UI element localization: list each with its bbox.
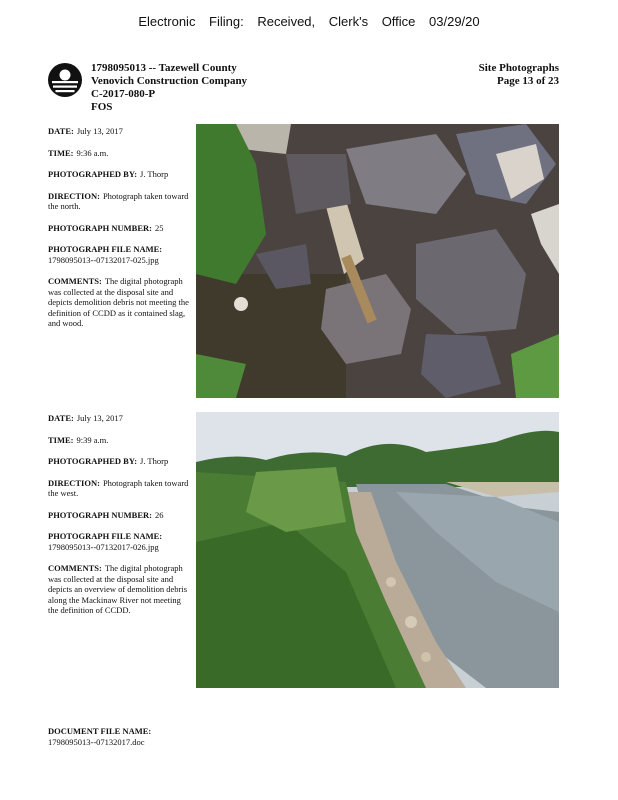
photographer: J. Thorp	[140, 169, 169, 179]
photographed-by-label: PHOTOGRAPHED BY:	[48, 456, 138, 466]
header-fos: FOS	[91, 101, 113, 113]
photograph-file-name-label: PHOTOGRAPH FILE NAME:	[48, 244, 163, 254]
photo-file-name: 1798095013--07132017-025.jpg	[48, 254, 159, 265]
header-right	[479, 62, 559, 88]
photo-1-metadata	[48, 126, 190, 340]
comments-label: COMMENTS:	[48, 563, 102, 573]
photo-file-name: 1798095013--07132017-026.jpg	[48, 541, 159, 552]
photo-comments: The digital photograph was collected at the disposal site and depicts demolition debris not meeting the definition of CCDD as it contained slag, and wood.	[48, 276, 189, 328]
time-label: TIME:	[48, 434, 74, 445]
photo-time: 9:36 a.m.	[76, 147, 109, 158]
document-file-name: 1798095013--07132017.doc	[48, 736, 145, 747]
header-page-number: Page 13 of 23	[496, 75, 559, 87]
time-label: TIME:	[48, 147, 74, 158]
photo-date: July 13, 2017	[76, 126, 123, 136]
photographer: J. Thorp	[140, 456, 169, 466]
comments-label: COMMENTS:	[48, 276, 102, 286]
header-case-number: C-2017-080-P	[91, 88, 156, 100]
header-site-id: 1798095013 -- Tazewell County	[91, 62, 237, 74]
photo-comments: The digital photograph was collected at the disposal site and depicts an overview of demolition debris along the Mackinaw River not meeting the definition of CCDD.	[48, 563, 188, 615]
photo-direction: Photograph taken toward the west.	[48, 477, 189, 498]
document-file-name-block	[48, 726, 151, 747]
document-file-name-label: DOCUMENT FILE NAME:	[48, 726, 152, 736]
header-section-title: Site Photographs	[478, 62, 559, 74]
photo-1-debris	[196, 124, 559, 398]
photo-direction: Photograph taken toward the north.	[48, 190, 189, 211]
photograph-file-name-label: PHOTOGRAPH FILE NAME:	[48, 531, 163, 541]
date-label: DATE:	[48, 126, 74, 136]
agency-logo-icon	[47, 62, 83, 98]
photo-number: 25	[154, 222, 164, 233]
direction-label: DIRECTION:	[48, 477, 100, 488]
header-company: Venovich Construction Company	[91, 75, 248, 87]
filing-stamp: Electronic Filing: Received, Clerk's Office 03/29/20	[138, 14, 480, 29]
photo-time: 9:39 a.m.	[76, 434, 109, 445]
photo-number: 26	[154, 509, 164, 520]
photo-2-metadata	[48, 413, 190, 627]
header-left	[91, 62, 247, 114]
photo-2-river-overview	[196, 412, 559, 688]
photograph-number-label: PHOTOGRAPH NUMBER:	[48, 222, 152, 233]
date-label: DATE:	[48, 413, 74, 423]
photograph-number-label: PHOTOGRAPH NUMBER:	[48, 509, 152, 520]
photo-date: July 13, 2017	[76, 413, 123, 423]
direction-label: DIRECTION:	[48, 190, 100, 201]
photographed-by-label: PHOTOGRAPHED BY:	[48, 169, 138, 179]
